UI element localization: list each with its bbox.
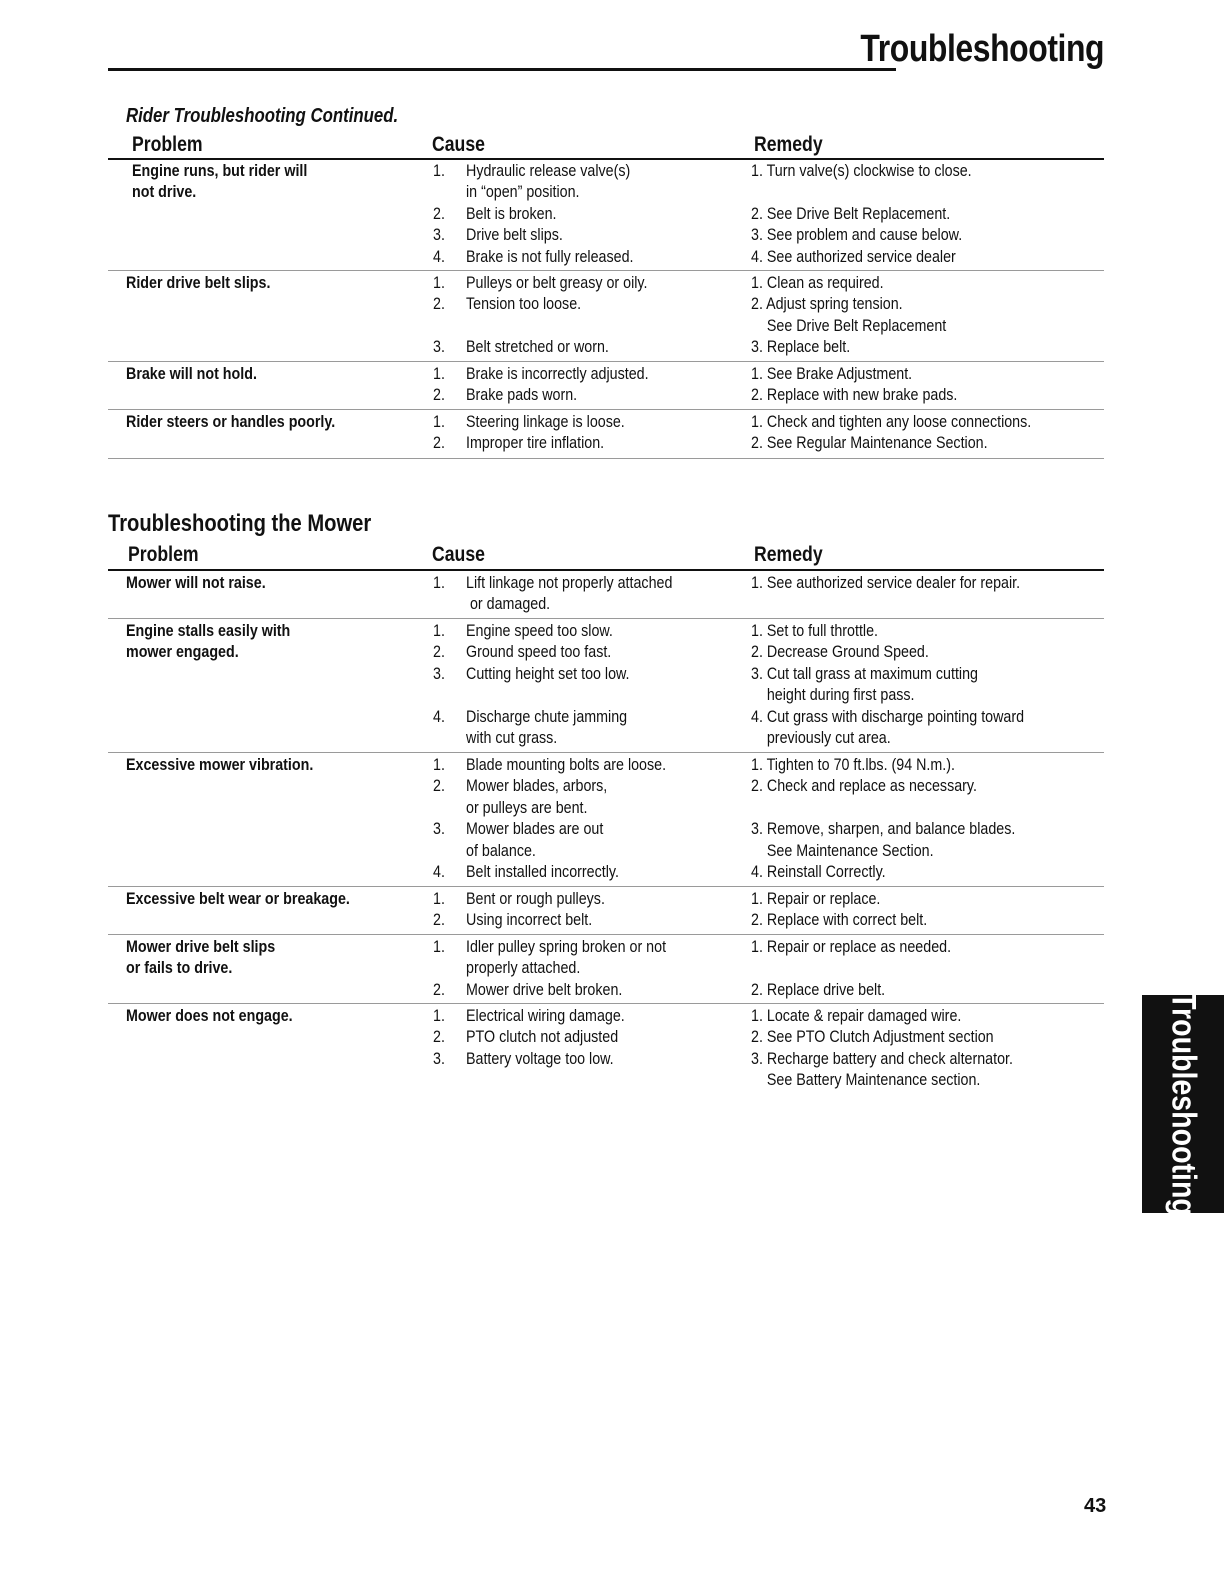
cause-number: 1. [433,573,445,592]
problem-text: Mower does not engage. [126,1006,293,1025]
cause-remedy-line [0,775,1224,796]
cause-number: 2. [433,385,445,405]
cause-text: Ground speed too fast. [466,642,612,662]
cause-number: 1. [433,889,445,908]
remedy-text: 1. Locate & repair damaged wire. [751,1006,962,1025]
cause-remedy-line [0,160,1224,181]
cause-text: Belt stretched or worn. [466,337,609,357]
cause-remedy-line [0,272,1224,293]
row-divider [108,618,1104,619]
cause-number: 4. [433,246,445,266]
cause-remedy-line [0,384,1224,405]
cause-text: PTO clutch not adjusted [466,1027,619,1047]
remedy-text: 3. Replace belt. [751,337,851,357]
cause-text: Drive belt slips. [466,225,563,245]
cause-number: 2. [433,294,445,314]
cause-text: Mower blades are out [466,819,604,839]
remedy-text: 1. Tighten to 70 ft.lbs. (94 N.m.). [751,755,955,774]
cause-remedy-line [0,203,1224,224]
cause-text: Improper tire inflation. [466,433,605,453]
row-divider [108,409,1104,410]
cause-text: Using incorrect belt. [466,910,593,930]
row-divider [108,270,1104,271]
remedy-text: 2. Replace with correct belt. [751,910,928,930]
cause-text: Battery voltage too low. [466,1048,614,1068]
cause-text: Discharge chute jamming [466,706,628,726]
cause-remedy-line [0,641,1224,662]
cause-remedy-line [0,1005,1224,1026]
remedy-text: 1. See authorized service dealer for repair. [751,573,1021,592]
remedy-text: 1. See Brake Adjustment. [751,364,913,383]
cause-remedy-line [0,861,1224,882]
cause-text: Hydraulic release valve(s) [466,161,631,180]
cause-number: 3. [433,663,445,683]
cause-remedy-line [0,1048,1224,1069]
remedy-text: 1. Repair or replace. [751,889,881,908]
cause-text: properly attached. [466,958,581,978]
problem-text: mower engaged. [126,642,239,662]
cause-remedy-line [0,754,1224,775]
problem-text: Brake will not hold. [126,364,257,383]
remedy-text: 3. Cut tall grass at maximum cutting [751,663,978,683]
remedy-text: 2. Replace with new brake pads. [751,385,958,405]
cause-number: 1. [433,364,445,383]
cause-text: Electrical wiring damage. [466,1006,625,1025]
cause-remedy-line [0,315,1224,336]
cause-text: Blade mounting bolts are loose. [466,755,667,774]
section2-col-remedy: Remedy [754,543,823,566]
side-tab [1142,992,1224,1216]
section1-col-remedy: Remedy [754,133,823,156]
remedy-text: 2. Adjust spring tension. [751,294,903,314]
cause-number: 2. [433,1027,445,1047]
cause-text: in “open” position. [466,182,580,202]
cause-number: 1. [433,937,445,956]
page-number: 43 [1084,1495,1107,1517]
cause-remedy-line [0,572,1224,593]
remedy-text: 3. Remove, sharpen, and balance blades. [751,819,1016,839]
remedy-text: 4. Reinstall Correctly. [751,862,886,881]
row-divider [108,886,1104,887]
section2-col-cause: Cause [432,543,485,566]
cause-number: 2. [433,433,445,453]
remedy-text: See Maintenance Section. [751,840,934,860]
cause-text: Mower drive belt broken. [466,979,623,999]
problem-text: Rider drive belt slips. [126,273,271,292]
section1-col-problem: Problem [132,133,203,156]
remedy-text: 2. See Drive Belt Replacement. [751,203,951,223]
section2-title: Troubleshooting the Mower [108,510,372,537]
row-divider [108,752,1104,753]
problem-text: Excessive belt wear or breakage. [126,889,350,908]
cause-remedy-line [0,1069,1224,1090]
problem-text: Excessive mower vibration. [126,755,314,774]
cause-remedy-line [0,620,1224,641]
remedy-text: 1. Clean as required. [751,273,884,292]
section2-header-rule [108,569,1104,571]
cause-number: 1. [433,161,445,180]
cause-remedy-line [0,684,1224,705]
cause-remedy-line [0,909,1224,930]
cause-number: 3. [433,337,445,357]
cause-text: Brake is not fully released. [466,246,634,266]
cause-text: or damaged. [466,594,551,614]
cause-remedy-line [0,411,1224,432]
row-divider [108,361,1104,362]
remedy-text: 4. See authorized service dealer [751,246,956,266]
cause-text: Engine speed too slow. [466,621,613,640]
cause-number: 3. [433,819,445,839]
remedy-text: 3. See problem and cause below. [751,225,963,245]
cause-number: 4. [433,862,445,881]
cause-text: or pulleys are bent. [466,797,588,817]
section1-subtitle: Rider Troubleshooting Continued. [126,105,399,127]
cause-number: 3. [433,1048,445,1068]
cause-number: 1. [433,412,445,431]
cause-number: 2. [433,910,445,930]
cause-text: Belt is broken. [466,203,557,223]
remedy-text: 1. Check and tighten any loose connections. [751,412,1032,431]
row-divider [108,458,1104,459]
cause-remedy-line [0,840,1224,861]
cause-text: Tension too loose. [466,294,582,314]
cause-text: Pulleys or belt greasy or oily. [466,273,648,292]
problem-text: Mower will not raise. [126,573,266,592]
remedy-text: 2. Check and replace as necessary. [751,776,977,796]
remedy-text: See Battery Maintenance section. [751,1070,981,1090]
cause-text: Mower blades, arbors, [466,776,608,796]
cause-text: Bent or rough pulleys. [466,889,605,908]
remedy-text: 2. See PTO Clutch Adjustment section [751,1027,994,1047]
cause-remedy-line [0,818,1224,839]
problem-text: Rider steers or handles poorly. [126,412,336,431]
cause-text: with cut grass. [466,728,558,747]
cause-number: 1. [433,755,445,774]
remedy-text: 2. See Regular Maintenance Section. [751,433,988,453]
cause-remedy-line [0,293,1224,314]
cause-number: 4. [433,706,445,726]
problem-text: or fails to drive. [126,958,233,978]
cause-remedy-line [0,432,1224,453]
cause-remedy-line [0,936,1224,957]
cause-number: 3. [433,225,445,245]
problem-text: Engine runs, but rider will [132,161,308,180]
cause-remedy-line [0,181,1224,202]
header-rule [108,68,896,71]
cause-remedy-line [0,663,1224,684]
cause-remedy-line [0,246,1224,267]
cause-remedy-line [0,336,1224,357]
cause-remedy-line [0,1026,1224,1047]
cause-number: 2. [433,203,445,223]
cause-text: Belt installed incorrectly. [466,862,619,881]
cause-number: 2. [433,979,445,999]
cause-text: Brake is incorrectly adjusted. [466,364,649,383]
cause-text: Steering linkage is loose. [466,412,625,431]
remedy-text: See Drive Belt Replacement [751,315,947,335]
cause-remedy-line [0,888,1224,909]
cause-remedy-line [0,979,1224,1000]
problem-text: not drive. [132,182,197,202]
cause-remedy-line [0,593,1224,614]
cause-remedy-line [0,727,1224,748]
cause-number: 1. [433,273,445,292]
cause-remedy-line [0,224,1224,245]
remedy-text: 2. Decrease Ground Speed. [751,642,929,662]
cause-number: 2. [433,776,445,796]
section1-col-cause: Cause [432,133,485,156]
cause-remedy-line [0,797,1224,818]
problem-text: Engine stalls easily with [126,621,291,640]
remedy-text: height during first pass. [751,685,915,705]
remedy-text: 3. Recharge battery and check alternator. [751,1048,1013,1068]
remedy-text: 1. Set to full throttle. [751,621,879,640]
cause-number: 1. [433,1006,445,1025]
row-divider [108,934,1104,935]
section2-col-problem: Problem [128,543,199,566]
cause-remedy-line [0,363,1224,384]
cause-text: Idler pulley spring broken or not [466,937,667,956]
problem-text: Mower drive belt slips [126,937,276,956]
row-divider [108,1003,1104,1004]
remedy-text: previously cut area. [751,728,891,747]
cause-number: 1. [433,621,445,640]
cause-number: 2. [433,642,445,662]
side-tab-label: Troubleshooting [1164,992,1203,1216]
cause-text: Cutting height set too low. [466,663,630,683]
remedy-text: 1. Repair or replace as needed. [751,937,952,956]
cause-text: Brake pads worn. [466,385,578,405]
cause-remedy-line [0,706,1224,727]
cause-remedy-line [0,957,1224,978]
cause-text: of balance. [466,840,536,860]
page-heading: Troubleshooting [860,28,1104,70]
remedy-text: 2. Replace drive belt. [751,979,886,999]
remedy-text: 4. Cut grass with discharge pointing toward [751,706,1025,726]
remedy-text: 1. Turn valve(s) clockwise to close. [751,161,972,180]
cause-text: Lift linkage not properly attached [466,573,673,592]
